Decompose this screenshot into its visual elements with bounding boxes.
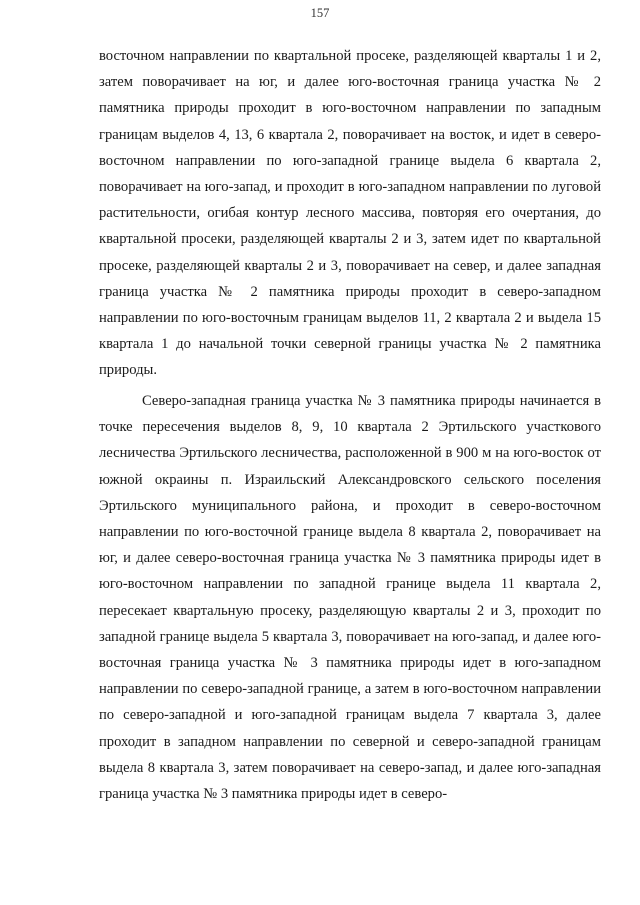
paragraph-1: восточном направлении по квартальной просеке, разделяющей кварталы 1 и 2, затем поворачивает на юг, и далее юго-восточная граница участка № 2 памятника природы проходит в юго-восточном направлении по западным границам выделов 4, 13, 6 квартала 2, поворачивает на восток, и идет в северо-восточном направлении по юго-западной границе выдела 6 квартала 2, поворачивает на юго-запад, и проходит в юго-западном направлении по луговой растительности, огибая контур лесного массива, повторяя его очертания, до квартальной просеки, разделяющей кварталы 2 и 3, затем идет по квартальной просеке, разделяющей кварталы 2 и 3, поворачивает на север, и далее западная граница участка № 2 памятника природы проходит в северо-западном направлении по юго-восточным границам выделов 11, 2 квартала 2 и выдела 15 квартала 1 до начальной точки северной границы участка № 2 памятника природы.: [99, 48, 601, 379]
paragraph-2: Северо-западная граница участка № 3 памятника природы начинается в точке пересечения выделов 8, 9, 10 квартала 2 Эртильского участкового лесничества Эртильского лесничества, расположенной в 900 м на юго-восток от южной окраины п. Израильский Александровского сельского поселения Эртильского муниципального района, и проходит в северо-восточном направлении по юго-восточной границе выдела 8 квартала 2, поворачивает на юг, и далее северо-восточная граница участка № 3 памятника природы идет в юго-восточном направлении по западной границе выдела 11 квартала 2, пересекает квартальную просеку, разделяющую кварталы 2 и 3, проходит по западной границе выдела 5 квартала 3, поворачивает на юго-запад, и далее юго-восточная граница участка № 3 памятника природы идет в юго-западном направлении по северо-западной границе, а затем в юго-восточном направлении по северо-западной и юго-западной границам выдела 7 квартала 3, далее проходит в западном направлении по северной и северо-западной границам выдела 8 квартала 3, затем поворачивает на северо-запад, и далее юго-западная граница участка № 3 памятника природы идет в северо-: [99, 393, 601, 803]
page-number: 157: [310, 6, 330, 20]
